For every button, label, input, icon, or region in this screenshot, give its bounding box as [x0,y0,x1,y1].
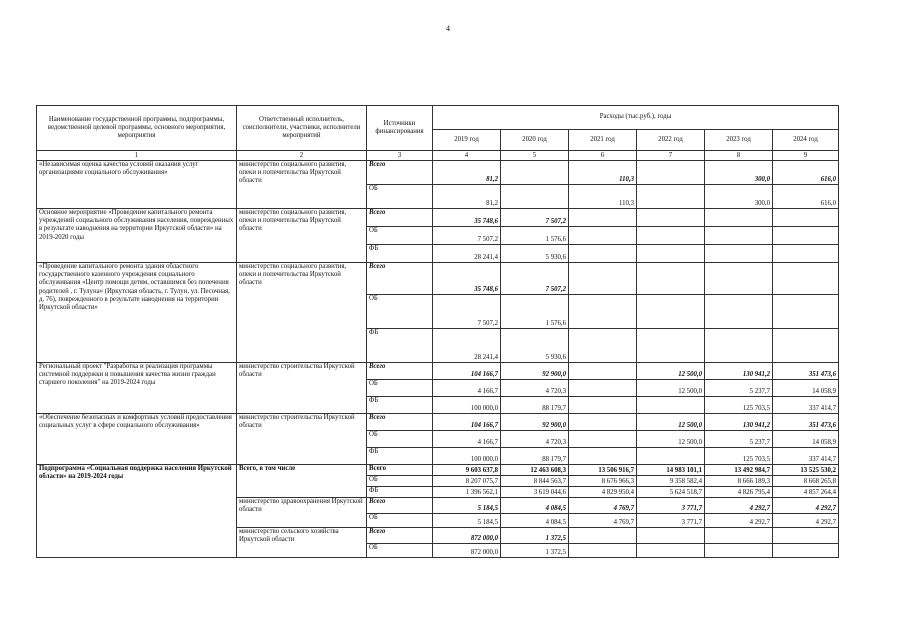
row-executor: Всего, в том числе [237,465,367,498]
amount-cell: 7 507,2 [501,263,569,295]
amount-cell [569,397,637,414]
funding-source: Всего [367,363,433,380]
amount-cell: 9 358 582,4 [637,476,705,487]
amount-cell: 5 237,7 [705,431,773,448]
row-executor: министерство социального развития, опеки и попечительства Иркутской области [237,263,367,363]
row-executor: министерство здравоохранения Иркутской области [237,498,367,528]
row-executor: министерство сельского хозяйства Иркутской области [237,528,367,558]
header-year: 2020 год [501,130,569,151]
funding-source: ФБ [367,245,433,263]
funding-source: ОБ [367,295,433,329]
amount-cell: 125 703,5 [705,397,773,414]
funding-source: Всего [367,161,433,185]
amount-cell [773,544,839,558]
amount-cell: 14 983 101,1 [637,465,705,476]
funding-source: Всего [367,263,433,295]
amount-cell [637,448,705,465]
funding-source: ОБ [367,476,433,487]
funding-source: ОБ [367,431,433,448]
funding-source: ОБ [367,380,433,397]
column-number: 1 [37,151,237,161]
row-name: Региональный проект "Разработка и реализация программы системной поддержки и повышения качества жизни граждан старшего поколения" на 2019-2024 годы [37,363,237,414]
amount-cell: 7 507,2 [433,295,501,329]
row-name: Основное мероприятие «Проведение капитального ремонта учреждений социального обслуживания населения, поврежденных в результате наводнения на территории Иркутской области» на 2019-2020 годы [37,209,237,263]
column-number: 2 [237,151,367,161]
amount-cell: 5 624 518,7 [637,487,705,498]
amount-cell [569,209,637,227]
funding-source: ОБ [367,227,433,245]
header-year: 2019 год [433,130,501,151]
header-source: Источники финансирования [367,106,433,151]
amount-cell: 872 000,0 [433,544,501,558]
amount-cell: 5 930,6 [501,329,569,363]
row-name: «Независимая оценка качества условий оказания услуг организациями социального обслуживания» [37,161,237,209]
amount-cell: 8 844 563,7 [501,476,569,487]
expenses-table [36,105,839,558]
amount-cell: 130 941,2 [705,414,773,431]
amount-cell [773,329,839,363]
amount-cell [705,329,773,363]
amount-cell [637,185,705,209]
amount-cell [773,227,839,245]
amount-cell [637,161,705,185]
amount-cell: 100 000,0 [433,397,501,414]
amount-cell [569,227,637,245]
amount-cell [569,380,637,397]
header-year: 2023 год [705,130,773,151]
amount-cell: 4 720,3 [501,380,569,397]
amount-cell: 104 166,7 [433,414,501,431]
amount-cell: 81,2 [433,185,501,209]
amount-cell: 1 372,5 [501,528,569,544]
column-number: 4 [433,151,501,161]
row-executor: министерство социального развития, опеки и попечительства Иркутской области [237,161,367,209]
amount-cell: 13 525 530,2 [773,465,839,476]
amount-cell: 28 241,4 [433,329,501,363]
amount-cell [569,544,637,558]
amount-cell: 4 826 795,4 [705,487,773,498]
funding-source: ФБ [367,448,433,465]
header-expenses: Расходы (тыс.руб.), годы [433,106,839,130]
column-number: 6 [569,151,637,161]
amount-cell [705,245,773,263]
header-year: 2022 год [637,130,705,151]
amount-cell: 4 084,5 [501,514,569,528]
amount-cell: 7 507,2 [501,209,569,227]
amount-cell: 9 603 637,8 [433,465,501,476]
amount-cell: 92 900,0 [501,414,569,431]
amount-cell [637,295,705,329]
amount-cell: 4 720,3 [501,431,569,448]
amount-cell: 3 771,7 [637,514,705,528]
amount-cell: 8 666 189,3 [705,476,773,487]
amount-cell [705,295,773,329]
amount-cell: 5 184,5 [433,498,501,514]
amount-cell [773,263,839,295]
amount-cell: 300,0 [705,161,773,185]
amount-cell [501,161,569,185]
amount-cell: 4 829 950,4 [569,487,637,498]
amount-cell: 28 241,4 [433,245,501,263]
amount-cell [705,263,773,295]
amount-cell [705,528,773,544]
amount-cell: 13 506 916,7 [569,465,637,476]
funding-source: Всего [367,528,433,544]
funding-source: ФБ [367,487,433,498]
amount-cell [501,185,569,209]
table-row [37,161,839,185]
amount-cell [705,227,773,245]
column-number: 5 [501,151,569,161]
amount-cell: 3 619 044,6 [501,487,569,498]
amount-cell: 3 771,7 [637,498,705,514]
amount-cell: 130 941,2 [705,363,773,380]
amount-cell: 872 000,0 [433,528,501,544]
funding-source: ОБ [367,544,433,558]
funding-source: Всего [367,465,433,476]
amount-cell: 8 668 265,8 [773,476,839,487]
column-number: 9 [773,151,839,161]
amount-cell [569,431,637,448]
amount-cell [773,528,839,544]
amount-cell [569,363,637,380]
amount-cell: 4 292,7 [773,498,839,514]
amount-cell: 81,2 [433,161,501,185]
row-name: «Обеспечение безопасных и комфортных условий предоставления социальных услуг в сфере социального обслуживания» [37,414,237,465]
amount-cell: 100 000,0 [433,448,501,465]
amount-cell: 35 748,6 [433,263,501,295]
amount-cell: 104 166,7 [433,363,501,380]
amount-cell [637,528,705,544]
amount-cell [637,263,705,295]
table-row [37,414,839,431]
amount-cell: 125 703,5 [705,448,773,465]
funding-source: Всего [367,414,433,431]
amount-cell: 300,0 [705,185,773,209]
amount-cell: 4 292,7 [705,514,773,528]
row-name: «Проведение капитального ремонта здания областного государственного казенного учреждения социального обслуживания «Центр помощи детям, оставшимся без попечения родителей , г. Тулуна» (Иркутская область, г. Тулун, ул. Песочная, д. 76), поврежденного в результате наводнения на территории Иркутской области» [37,263,237,363]
amount-cell [773,245,839,263]
table-row [37,263,839,295]
amount-cell: 4 292,7 [773,514,839,528]
amount-cell: 4 166,7 [433,431,501,448]
amount-cell: 4 769,7 [569,498,637,514]
amount-cell [569,329,637,363]
amount-cell: 92 900,0 [501,363,569,380]
amount-cell: 351 473,6 [773,363,839,380]
amount-cell: 8 207 075,7 [433,476,501,487]
amount-cell [637,329,705,363]
funding-source: ФБ [367,329,433,363]
column-number: 7 [637,151,705,161]
funding-source: ОБ [367,514,433,528]
amount-cell [569,295,637,329]
funding-source: Всего [367,209,433,227]
amount-cell: 8 676 966,3 [569,476,637,487]
funding-source: Всего [367,498,433,514]
amount-cell: 110,3 [569,185,637,209]
amount-cell: 1 396 562,1 [433,487,501,498]
amount-cell: 14 058,9 [773,431,839,448]
amount-cell: 616,0 [773,161,839,185]
amount-cell: 4 769,7 [569,514,637,528]
amount-cell [637,397,705,414]
amount-cell [773,209,839,227]
table-row [37,465,839,476]
row-executor: министерство строительства Иркутской области [237,363,367,414]
amount-cell: 1 372,5 [501,544,569,558]
page-number: 4 [446,24,450,33]
amount-cell: 12 463 608,3 [501,465,569,476]
amount-cell: 351 473,6 [773,414,839,431]
amount-cell [569,448,637,465]
amount-cell [569,245,637,263]
amount-cell [637,227,705,245]
amount-cell: 13 492 984,7 [705,465,773,476]
amount-cell [569,414,637,431]
column-number: 8 [705,151,773,161]
row-executor: министерство строительства Иркутской области [237,414,367,465]
header-executor: Ответственный исполнитель, соисполнители, участники, исполнители мероприятий [237,106,367,151]
amount-cell: 337 414,7 [773,397,839,414]
amount-cell: 616,0 [773,185,839,209]
row-name: Подпрограмма «Социальная поддержка населения Иркутской области» на 2019-2024 годы [37,465,237,558]
amount-cell: 4 857 264,4 [773,487,839,498]
amount-cell: 12 500,0 [637,431,705,448]
amount-cell: 12 500,0 [637,363,705,380]
amount-cell [637,209,705,227]
amount-cell: 88 179,7 [501,397,569,414]
header-year: 2024 год [773,130,839,151]
amount-cell: 12 500,0 [637,380,705,397]
table-row [37,363,839,380]
funding-source: ОБ [367,185,433,209]
amount-cell [569,263,637,295]
amount-cell: 4 166,7 [433,380,501,397]
table-row [37,209,839,227]
amount-cell: 5 237,7 [705,380,773,397]
header-name: Наименование государственной программы, подпрограммы, ведомственной целевой программы, основного мероприятия, мероприятия [37,106,237,151]
amount-cell: 110,3 [569,161,637,185]
row-executor: министерство социального развития, опеки и попечительства Иркутской области [237,209,367,263]
amount-cell [637,245,705,263]
amount-cell [569,528,637,544]
amount-cell [773,295,839,329]
amount-cell: 1 576,6 [501,227,569,245]
amount-cell [705,544,773,558]
amount-cell: 14 058,9 [773,380,839,397]
amount-cell: 337 414,7 [773,448,839,465]
amount-cell: 5 930,6 [501,245,569,263]
funding-source: ФБ [367,397,433,414]
amount-cell: 4 292,7 [705,498,773,514]
amount-cell: 5 184,5 [433,514,501,528]
header-year: 2021 год [569,130,637,151]
amount-cell: 88 179,7 [501,448,569,465]
amount-cell: 1 576,6 [501,295,569,329]
amount-cell [705,209,773,227]
amount-cell: 12 500,0 [637,414,705,431]
amount-cell: 4 084,5 [501,498,569,514]
amount-cell: 7 507,2 [433,227,501,245]
amount-cell: 35 748,6 [433,209,501,227]
amount-cell [637,544,705,558]
column-number: 3 [367,151,433,161]
